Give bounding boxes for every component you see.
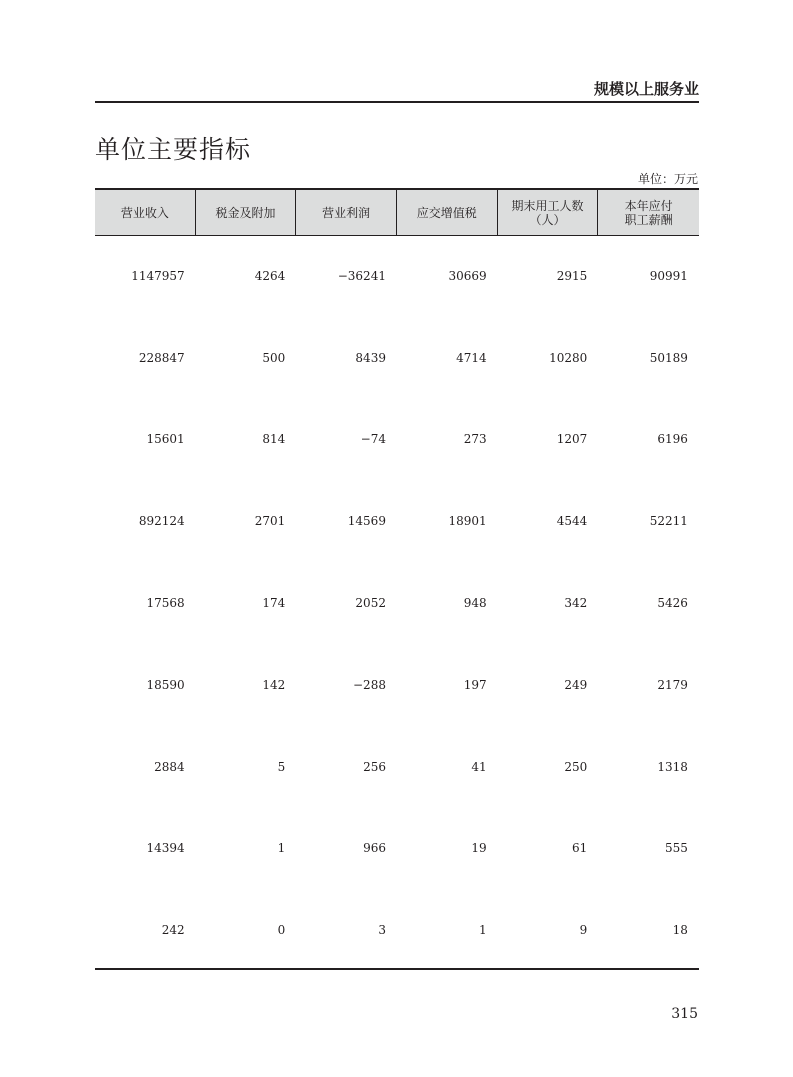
cell-operating-profit: 3: [378, 923, 386, 937]
cell-operating-profit: 256: [363, 760, 386, 774]
cell-taxes-surcharges: 0: [277, 923, 286, 937]
cell-payroll: 52211: [649, 514, 688, 528]
table-row: [95, 757, 699, 777]
cell-revenue: 14394: [146, 841, 185, 855]
cell-taxes-surcharges: 1: [277, 841, 286, 855]
cell-payroll: 1318: [657, 760, 688, 774]
table-row: [95, 429, 699, 449]
cell-employees: 2915: [556, 269, 588, 283]
table-row: [95, 266, 699, 286]
cell-employees: 4544: [556, 514, 588, 528]
column-header-employees: 期末用工人数 （人）: [498, 190, 599, 235]
cell-payroll: 90991: [649, 269, 688, 283]
cell-employees: 61: [572, 841, 588, 855]
table-bottom-rule: [95, 968, 699, 970]
cell-revenue: 228847: [138, 351, 185, 365]
cell-payroll: 18: [672, 923, 688, 937]
cell-taxes-surcharges: 2701: [254, 514, 286, 528]
cell-revenue: 15601: [146, 432, 185, 446]
cell-employees: 9: [579, 923, 588, 937]
cell-vat-payable: 41: [471, 760, 487, 774]
cell-operating-profit: 2052: [355, 596, 386, 610]
cell-taxes-surcharges: 142: [262, 678, 286, 692]
cell-vat-payable: 30669: [448, 269, 487, 283]
cell-employees: 1207: [556, 432, 588, 446]
cell-vat-payable: 948: [463, 596, 487, 610]
cell-taxes-surcharges: 5: [277, 760, 286, 774]
table-header-row: [95, 190, 699, 236]
table-row: [95, 838, 699, 858]
cell-operating-profit: −288: [353, 678, 386, 692]
cell-operating-profit: −36241: [337, 269, 386, 283]
cell-vat-payable: 1: [478, 923, 487, 937]
cell-employees: 10280: [549, 351, 588, 365]
cell-revenue: 17568: [146, 596, 185, 610]
cell-revenue: 18590: [146, 678, 185, 692]
cell-taxes-surcharges: 4264: [254, 269, 286, 283]
page-number: 315: [671, 1006, 698, 1022]
cell-employees: 249: [564, 678, 588, 692]
cell-revenue: 242: [161, 923, 185, 937]
cell-vat-payable: 4714: [456, 351, 487, 365]
page-title: 单位主要指标: [95, 135, 252, 164]
cell-operating-profit: 966: [363, 841, 386, 855]
header-rule: [95, 101, 699, 103]
cell-employees: 250: [564, 760, 588, 774]
cell-revenue: 892124: [138, 514, 185, 528]
cell-operating-profit: 14569: [347, 514, 386, 528]
cell-payroll: 555: [665, 841, 688, 855]
column-header-payroll: 本年应付 职工薪酬: [624, 198, 673, 227]
cell-payroll: 5426: [657, 596, 688, 610]
cell-payroll: 50189: [649, 351, 688, 365]
table-row: [95, 348, 699, 368]
column-header-operating-profit: 营业利润: [296, 190, 397, 235]
cell-taxes-surcharges: 174: [262, 596, 286, 610]
table-row: [95, 675, 699, 695]
table-row: [95, 920, 699, 940]
cell-taxes-surcharges: 500: [262, 351, 286, 365]
cell-employees: 342: [564, 596, 588, 610]
cell-vat-payable: 19: [471, 841, 487, 855]
column-header-taxes-surcharges: 税金及附加: [196, 190, 297, 235]
cell-operating-profit: 8439: [355, 351, 386, 365]
column-header-revenue: 营业收入: [95, 190, 196, 235]
table-row: [95, 511, 699, 531]
column-header-vat-payable: 应交增值税: [397, 190, 498, 235]
cell-payroll: 2179: [657, 678, 688, 692]
cell-vat-payable: 18901: [448, 514, 487, 528]
cell-vat-payable: 273: [463, 432, 487, 446]
cell-payroll: 6196: [657, 432, 688, 446]
cell-vat-payable: 197: [463, 678, 487, 692]
table-row: [95, 593, 699, 613]
running-head: 规模以上服务业: [593, 80, 699, 98]
unit-note: 单位：万元: [637, 172, 698, 186]
cell-revenue: 1147957: [131, 269, 185, 283]
cell-taxes-surcharges: 814: [262, 432, 286, 446]
cell-operating-profit: −74: [360, 432, 386, 446]
cell-revenue: 2884: [154, 760, 185, 774]
